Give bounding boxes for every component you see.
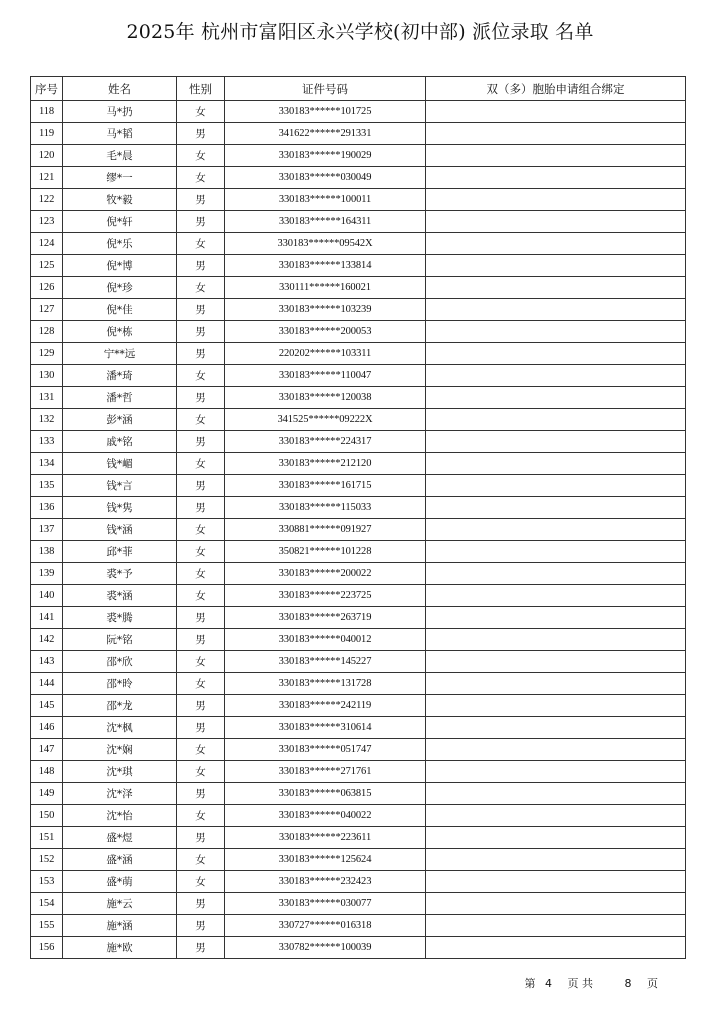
table-row <box>31 585 686 607</box>
table-row <box>31 783 686 805</box>
cell-name: 盛*萌 <box>63 871 177 893</box>
cell-twins-binding <box>426 321 686 343</box>
cell-gender: 男 <box>177 827 225 849</box>
cell-gender: 女 <box>177 849 225 871</box>
cell-gender: 女 <box>177 563 225 585</box>
table-row <box>31 431 686 453</box>
cell-name: 倪*佳 <box>63 299 177 321</box>
table-row <box>31 497 686 519</box>
table-row <box>31 629 686 651</box>
cell-id-number: 330111******160021 <box>225 277 426 299</box>
cell-id-number: 330183******145227 <box>225 651 426 673</box>
cell-id-number: 330183******232423 <box>225 871 426 893</box>
table-row <box>31 871 686 893</box>
cell-id-number: 330782******100039 <box>225 937 426 959</box>
cell-name: 戚*铭 <box>63 431 177 453</box>
cell-twins-binding <box>426 739 686 761</box>
table-row <box>31 233 686 255</box>
cell-name: 施*云 <box>63 893 177 915</box>
cell-id-number: 330183******09542X <box>225 233 426 255</box>
cell-name: 邵*欣 <box>63 651 177 673</box>
cell-id-number: 330183******223611 <box>225 827 426 849</box>
cell-gender: 男 <box>177 189 225 211</box>
cell-name: 邵*龙 <box>63 695 177 717</box>
cell-gender: 女 <box>177 409 225 431</box>
cell-id-number: 330183******200022 <box>225 563 426 585</box>
cell-twins-binding <box>426 871 686 893</box>
cell-id-number: 330183******190029 <box>225 145 426 167</box>
cell-name: 倪*博 <box>63 255 177 277</box>
table-row <box>31 519 686 541</box>
cell-name: 邵*昤 <box>63 673 177 695</box>
cell-twins-binding <box>426 761 686 783</box>
cell-name: 缪*一 <box>63 167 177 189</box>
cell-name: 钱*涵 <box>63 519 177 541</box>
cell-seq: 147 <box>31 739 63 761</box>
cell-seq: 127 <box>31 299 63 321</box>
table-row <box>31 365 686 387</box>
cell-twins-binding <box>426 431 686 453</box>
footer-page-mid: 页 共 <box>567 977 593 990</box>
cell-gender: 女 <box>177 519 225 541</box>
table-row <box>31 541 686 563</box>
cell-id-number: 330183******100011 <box>225 189 426 211</box>
cell-seq: 135 <box>31 475 63 497</box>
cell-id-number: 330183******051747 <box>225 739 426 761</box>
cell-twins-binding <box>426 937 686 959</box>
cell-twins-binding <box>426 189 686 211</box>
header-gender: 性别 <box>177 77 225 101</box>
cell-twins-binding <box>426 453 686 475</box>
cell-name: 沈*琪 <box>63 761 177 783</box>
cell-name: 毛*晨 <box>63 145 177 167</box>
cell-twins-binding <box>426 277 686 299</box>
cell-id-number: 330183******120038 <box>225 387 426 409</box>
cell-id-number: 330183******030077 <box>225 893 426 915</box>
cell-seq: 129 <box>31 343 63 365</box>
header-seq: 序号 <box>31 77 63 101</box>
cell-gender: 男 <box>177 717 225 739</box>
table-row <box>31 805 686 827</box>
cell-gender: 女 <box>177 673 225 695</box>
cell-seq: 137 <box>31 519 63 541</box>
table-row <box>31 123 686 145</box>
cell-name: 沈*枫 <box>63 717 177 739</box>
cell-id-number: 330183******063815 <box>225 783 426 805</box>
cell-twins-binding <box>426 849 686 871</box>
cell-seq: 118 <box>31 101 63 123</box>
table-row <box>31 321 686 343</box>
cell-twins-binding <box>426 233 686 255</box>
cell-twins-binding <box>426 409 686 431</box>
cell-gender: 女 <box>177 761 225 783</box>
cell-twins-binding <box>426 255 686 277</box>
cell-seq: 146 <box>31 717 63 739</box>
cell-name: 盛*涵 <box>63 849 177 871</box>
cell-name: 钱*隽 <box>63 497 177 519</box>
table-row <box>31 607 686 629</box>
cell-name: 施*欧 <box>63 937 177 959</box>
cell-id-number: 330727******016318 <box>225 915 426 937</box>
admission-table <box>30 76 686 959</box>
cell-id-number: 330183******110047 <box>225 365 426 387</box>
table-row <box>31 255 686 277</box>
cell-seq: 123 <box>31 211 63 233</box>
cell-seq: 130 <box>31 365 63 387</box>
cell-seq: 151 <box>31 827 63 849</box>
cell-id-number: 220202******103311 <box>225 343 426 365</box>
cell-twins-binding <box>426 695 686 717</box>
cell-twins-binding <box>426 915 686 937</box>
cell-seq: 149 <box>31 783 63 805</box>
cell-seq: 156 <box>31 937 63 959</box>
footer-page-number: 4 <box>545 977 552 990</box>
table-row <box>31 695 686 717</box>
cell-id-number: 330183******103239 <box>225 299 426 321</box>
cell-id-number: 330183******125624 <box>225 849 426 871</box>
table-row <box>31 893 686 915</box>
cell-id-number: 330183******040022 <box>225 805 426 827</box>
cell-seq: 122 <box>31 189 63 211</box>
cell-name: 钱*嵋 <box>63 453 177 475</box>
cell-seq: 136 <box>31 497 63 519</box>
cell-gender: 女 <box>177 101 225 123</box>
cell-seq: 148 <box>31 761 63 783</box>
cell-twins-binding <box>426 585 686 607</box>
table-row <box>31 211 686 233</box>
cell-id-number: 330881******091927 <box>225 519 426 541</box>
cell-id-number: 330183******131728 <box>225 673 426 695</box>
cell-gender: 女 <box>177 651 225 673</box>
cell-gender: 女 <box>177 871 225 893</box>
cell-gender: 男 <box>177 893 225 915</box>
cell-name: 彭*涵 <box>63 409 177 431</box>
table-header-row <box>31 77 686 101</box>
cell-name: 沈*娴 <box>63 739 177 761</box>
table-row <box>31 563 686 585</box>
page-title: 2025年 杭州市富阳区永兴学校(初中部) 派位录取 名单 <box>126 21 594 43</box>
footer-total-pages: 8 <box>624 977 632 990</box>
header-twins-binding: 双（多）胞胎申请组合绑定 <box>426 77 686 101</box>
footer-page-suffix: 页 <box>647 977 658 990</box>
cell-seq: 124 <box>31 233 63 255</box>
cell-name: 沈*怡 <box>63 805 177 827</box>
cell-gender: 女 <box>177 167 225 189</box>
cell-gender: 女 <box>177 805 225 827</box>
cell-twins-binding <box>426 167 686 189</box>
cell-gender: 男 <box>177 629 225 651</box>
cell-id-number: 330183******242119 <box>225 695 426 717</box>
cell-id-number: 330183******224317 <box>225 431 426 453</box>
cell-id-number: 341622******291331 <box>225 123 426 145</box>
cell-id-number: 330183******212120 <box>225 453 426 475</box>
cell-gender: 男 <box>177 497 225 519</box>
cell-twins-binding <box>426 475 686 497</box>
cell-seq: 154 <box>31 893 63 915</box>
cell-name: 钱*言 <box>63 475 177 497</box>
cell-id-number: 341525******09222X <box>225 409 426 431</box>
cell-name: 盛*煜 <box>63 827 177 849</box>
cell-seq: 145 <box>31 695 63 717</box>
cell-name: 倪*栋 <box>63 321 177 343</box>
cell-gender: 男 <box>177 695 225 717</box>
cell-twins-binding <box>426 717 686 739</box>
cell-twins-binding <box>426 783 686 805</box>
cell-id-number: 330183******164311 <box>225 211 426 233</box>
cell-twins-binding <box>426 343 686 365</box>
cell-gender: 女 <box>177 365 225 387</box>
cell-id-number: 330183******101725 <box>225 101 426 123</box>
table-row <box>31 387 686 409</box>
cell-name: 邱*菲 <box>63 541 177 563</box>
table-row <box>31 651 686 673</box>
header-name: 姓名 <box>63 77 177 101</box>
page-footer <box>525 975 659 991</box>
table-row <box>31 673 686 695</box>
table-row <box>31 145 686 167</box>
cell-name: 施*涵 <box>63 915 177 937</box>
cell-name: 裘*予 <box>63 563 177 585</box>
table-row <box>31 343 686 365</box>
cell-gender: 女 <box>177 453 225 475</box>
cell-seq: 119 <box>31 123 63 145</box>
table-row <box>31 475 686 497</box>
cell-seq: 126 <box>31 277 63 299</box>
cell-twins-binding <box>426 519 686 541</box>
cell-gender: 男 <box>177 937 225 959</box>
cell-seq: 155 <box>31 915 63 937</box>
cell-gender: 女 <box>177 145 225 167</box>
cell-twins-binding <box>426 541 686 563</box>
cell-gender: 男 <box>177 915 225 937</box>
cell-id-number: 330183******263719 <box>225 607 426 629</box>
header-id-number: 证件号码 <box>225 77 426 101</box>
cell-twins-binding <box>426 629 686 651</box>
cell-id-number: 330183******200053 <box>225 321 426 343</box>
cell-gender: 男 <box>177 387 225 409</box>
cell-gender: 男 <box>177 607 225 629</box>
table-row <box>31 409 686 431</box>
cell-twins-binding <box>426 123 686 145</box>
cell-name: 倪*轩 <box>63 211 177 233</box>
cell-id-number: 350821******101228 <box>225 541 426 563</box>
cell-twins-binding <box>426 827 686 849</box>
table-row <box>31 849 686 871</box>
table-row <box>31 189 686 211</box>
table-row <box>31 299 686 321</box>
cell-id-number: 330183******133814 <box>225 255 426 277</box>
cell-twins-binding <box>426 145 686 167</box>
cell-seq: 142 <box>31 629 63 651</box>
cell-seq: 144 <box>31 673 63 695</box>
table-row <box>31 717 686 739</box>
cell-seq: 133 <box>31 431 63 453</box>
cell-gender: 男 <box>177 299 225 321</box>
cell-seq: 152 <box>31 849 63 871</box>
cell-seq: 141 <box>31 607 63 629</box>
cell-twins-binding <box>426 365 686 387</box>
table-body <box>31 101 686 959</box>
cell-seq: 134 <box>31 453 63 475</box>
cell-name: 裘*涵 <box>63 585 177 607</box>
cell-seq: 140 <box>31 585 63 607</box>
cell-gender: 男 <box>177 255 225 277</box>
cell-twins-binding <box>426 673 686 695</box>
cell-gender: 男 <box>177 343 225 365</box>
table-row <box>31 739 686 761</box>
cell-twins-binding <box>426 497 686 519</box>
cell-seq: 138 <box>31 541 63 563</box>
cell-twins-binding <box>426 387 686 409</box>
cell-gender: 男 <box>177 211 225 233</box>
cell-seq: 150 <box>31 805 63 827</box>
cell-name: 潘*哲 <box>63 387 177 409</box>
table-row <box>31 453 686 475</box>
cell-name: 倪*乐 <box>63 233 177 255</box>
cell-gender: 男 <box>177 123 225 145</box>
cell-twins-binding <box>426 101 686 123</box>
table-row <box>31 761 686 783</box>
cell-gender: 女 <box>177 541 225 563</box>
cell-gender: 男 <box>177 475 225 497</box>
cell-name: 沈*泽 <box>63 783 177 805</box>
cell-twins-binding <box>426 211 686 233</box>
cell-twins-binding <box>426 607 686 629</box>
cell-id-number: 330183******223725 <box>225 585 426 607</box>
cell-seq: 153 <box>31 871 63 893</box>
cell-seq: 121 <box>31 167 63 189</box>
cell-name: 牧*毅 <box>63 189 177 211</box>
cell-id-number: 330183******040012 <box>225 629 426 651</box>
cell-name: 裘*腾 <box>63 607 177 629</box>
cell-seq: 143 <box>31 651 63 673</box>
cell-name: 倪*珍 <box>63 277 177 299</box>
cell-id-number: 330183******310614 <box>225 717 426 739</box>
table-row <box>31 827 686 849</box>
cell-twins-binding <box>426 805 686 827</box>
cell-id-number: 330183******161715 <box>225 475 426 497</box>
cell-seq: 120 <box>31 145 63 167</box>
cell-seq: 125 <box>31 255 63 277</box>
cell-twins-binding <box>426 299 686 321</box>
table-row <box>31 915 686 937</box>
cell-gender: 男 <box>177 783 225 805</box>
cell-id-number: 330183******115033 <box>225 497 426 519</box>
cell-seq: 128 <box>31 321 63 343</box>
cell-seq: 139 <box>31 563 63 585</box>
cell-name: 马*韬 <box>63 123 177 145</box>
cell-gender: 女 <box>177 739 225 761</box>
cell-id-number: 330183******030049 <box>225 167 426 189</box>
cell-gender: 女 <box>177 233 225 255</box>
cell-seq: 132 <box>31 409 63 431</box>
cell-seq: 131 <box>31 387 63 409</box>
table-row <box>31 277 686 299</box>
table-row <box>31 167 686 189</box>
table-row <box>31 937 686 959</box>
cell-name: 潘*琦 <box>63 365 177 387</box>
cell-gender: 男 <box>177 321 225 343</box>
table-row <box>31 101 686 123</box>
cell-id-number: 330183******271761 <box>225 761 426 783</box>
cell-gender: 女 <box>177 585 225 607</box>
cell-gender: 女 <box>177 277 225 299</box>
cell-twins-binding <box>426 651 686 673</box>
cell-name: 阮*铭 <box>63 629 177 651</box>
cell-twins-binding <box>426 893 686 915</box>
cell-gender: 男 <box>177 431 225 453</box>
cell-twins-binding <box>426 563 686 585</box>
cell-name: 宁**远 <box>63 343 177 365</box>
cell-name: 马*扔 <box>63 101 177 123</box>
footer-page-prefix: 第 <box>524 977 536 990</box>
